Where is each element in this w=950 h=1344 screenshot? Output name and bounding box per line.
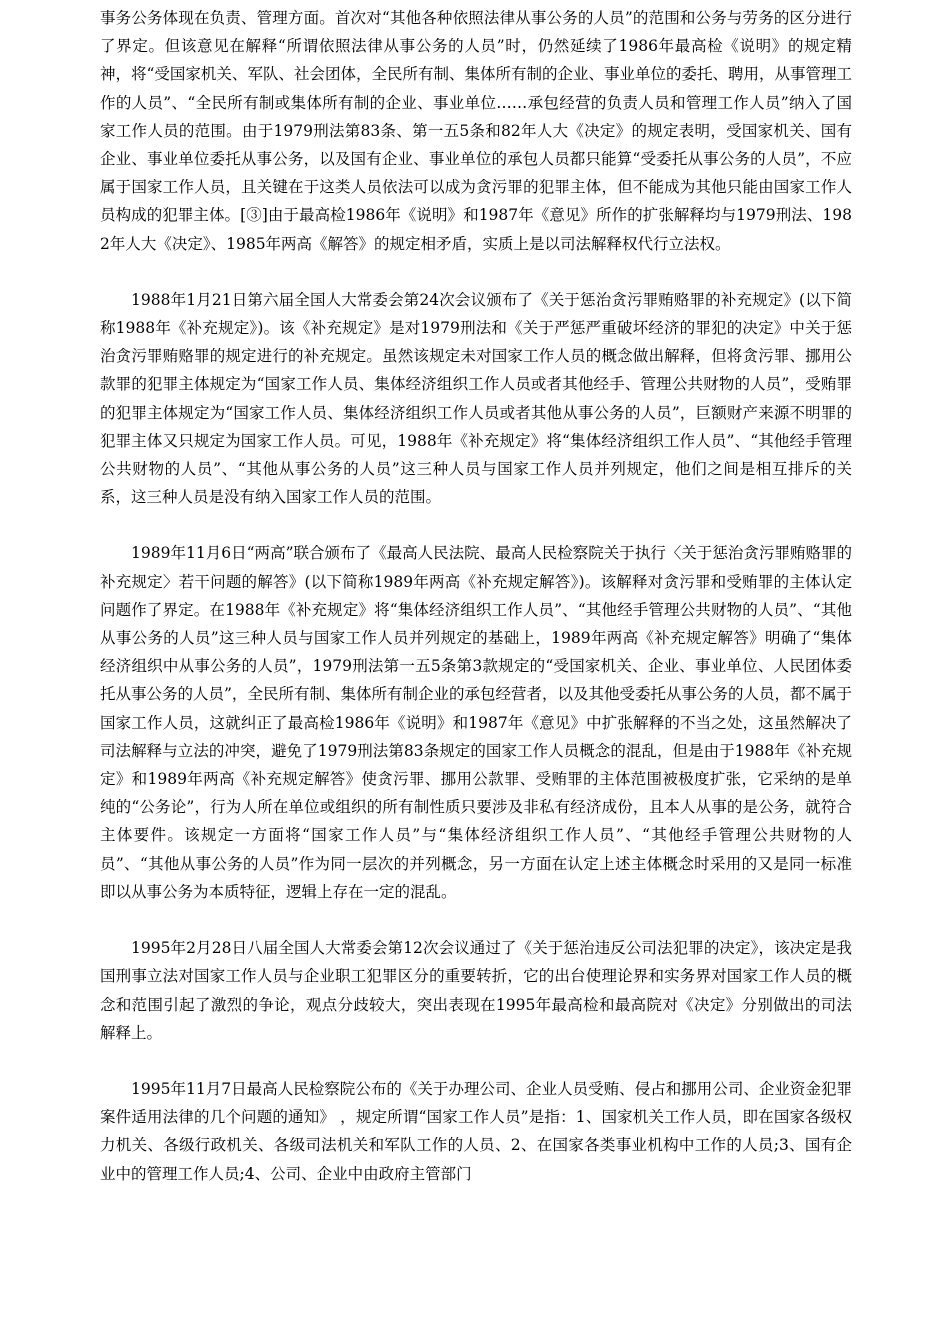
paragraph-1989-two-courts-answers: 1989年11月6日“两高”联合颁布了《最高人民法院、最高人民检察院关于执行〈关于惩治贪污罪贿赂罪的补充规定〉若干问题的解答》(以下简称1989年两高《补充规定解答》)。该解释对贪污罪和受贿罪的主体认定问题作了界定。在1988年《补充规定》将“集体经济组织工作人员”、“其他经手管理公共财物的人员”、“其他从事公务的人员”这三种人员与国家工作人员并列规定的基础上，1989年两高《补充规定解答》明确了“集体经济组织中从事公务的人员”，1979刑法第一五5条第3款规定的“受国家机关、企业、事业单位、人民团体委托从事公务的人员”，全民所有制、集体所有制企业的承包经营者，以及其他受委托从事公务的人员，都不属于国家工作人员，这就纠正了最高检1986年《说明》和1987年《意见》中扩张解释的不当之处，这虽然解决了司法解释与立法的冲突，避免了1979刑法第83条规定的国家工作人员概念的混乱，但是由于1988年《补充规定》和1989年两高《补充规定解答》使贪污罪、挪用公款罪、受贿罪的主体范围被极度扩张，它采纳的是单纯的“公务论”，行为人所在单位或组织的所有制性质只要涉及非私有经济成份，且本人从事的是公务，就符合主体要件。该规定一方面将“国家工作人员”与“集体经济组织工作人员”、“其他经手管理公共财物的人员”、“其他从事公务的人员”作为同一层次的并列概念，另一方面在认定上述主体概念时采用的又是同一标准即以从事公务为本质特征，逻辑上存在一定的混乱。 — [100, 544, 852, 901]
paragraph-1995-company-law-decision: 1995年2月28日八届全国人大常委会第12次会议通过了《关于惩治违反公司法犯罪的决定》，该决定是我国刑事立法对国家工作人员与企业职工犯罪区分的重要转折，它的出台使理论界和实务界对国家工作人员的概念和范围引起了激烈的争论，观点分歧较大，突出表现在1995年最高检和最高院对《决定》分别做出的司法解释上。 — [100, 939, 852, 1042]
paragraph-continued: 事务公务体现在负责、管理方面。首次对“其他各种依照法律从事公务的人员”的范围和公务与劳务的区分进行了界定。但该意见在解释“所谓依照法律从事公务的人员”时，仍然延续了1986年最高检《说明》的规定精神，将“受国家机关、军队、社会团体，全民所有制、集体所有制的企业、事业单位的委托、聘用，从事管理工作的人员”、“全民所有制或集体所有制的企业、事业单位……承包经营的负责人员和管理工作人员”纳入了国家工作人员的范围。由于1979刑法第83条、第一五5条和82年人大《决定》的规定表明，受国家机关、国有企业、事业单位委托从事公务，以及国有企业、事业单位的承包人员都只能算“受委托从事公务的人员”，不应属于国家工作人员，且关键在于这类人员依法可以成为贪污罪的犯罪主体，但不能成为其他只能由国家工作人员构成的犯罪主体。[③]由于最高检1986年《说明》和1987年《意见》所作的扩张解释均与1979刑法、1982年人大《决定》、1985年两高《解答》的规定相矛盾，实质上是以司法解释权代行立法权。 — [100, 9, 852, 253]
document-page — [100, 0, 852, 1188]
paragraph-1988-supplementary-provisions: 1988年1月21日第六届全国人大常委会第24次会议颁布了《关于惩治贪污罪贿赂罪的补充规定》(以下简称1988年《补充规定》)。该《补充规定》是对1979刑法和《关于严惩严重破坏经济的罪犯的决定》中关于惩治贪污罪贿赂罪的规定进行的补充规定。虽然该规定未对国家工作人员的概念做出解释，但将贪污罪、挪用公款罪的犯罪主体规定为“国家工作人员、集体经济组织工作人员或者其他经手、管理公共财物的人员”，受贿罪的犯罪主体规定为“国家工作人员、集体经济组织工作人员或者其他从事公务的人员”，巨额财产来源不明罪的犯罪主体又只规定为国家工作人员。可见，1988年《补充规定》将“集体经济组织工作人员”、“其他经手管理公共财物的人员”、“其他从事公务的人员”这三种人员与国家工作人员并列规定，他们之间是相互排斥的关系，这三种人员是没有纳入国家工作人员的范围。 — [100, 290, 852, 507]
paragraph-1995-procuratorate-notice: 1995年11月7日最高人民检察院公布的《关于办理公司、企业人员受贿、侵占和挪用公司、企业资金犯罪案件适用法律的几个问题的通知》 ，规定所谓“国家工作人员”是指：1、国家机关工作人员，即在国家各级权力机关、各级行政机关、各级司法机关和军队工作的人员、2、在国家各类事业机构中工作的人员;3、国有企业中的管理工作人员;4、公司、企业中由政府主管部门 — [100, 1079, 852, 1183]
